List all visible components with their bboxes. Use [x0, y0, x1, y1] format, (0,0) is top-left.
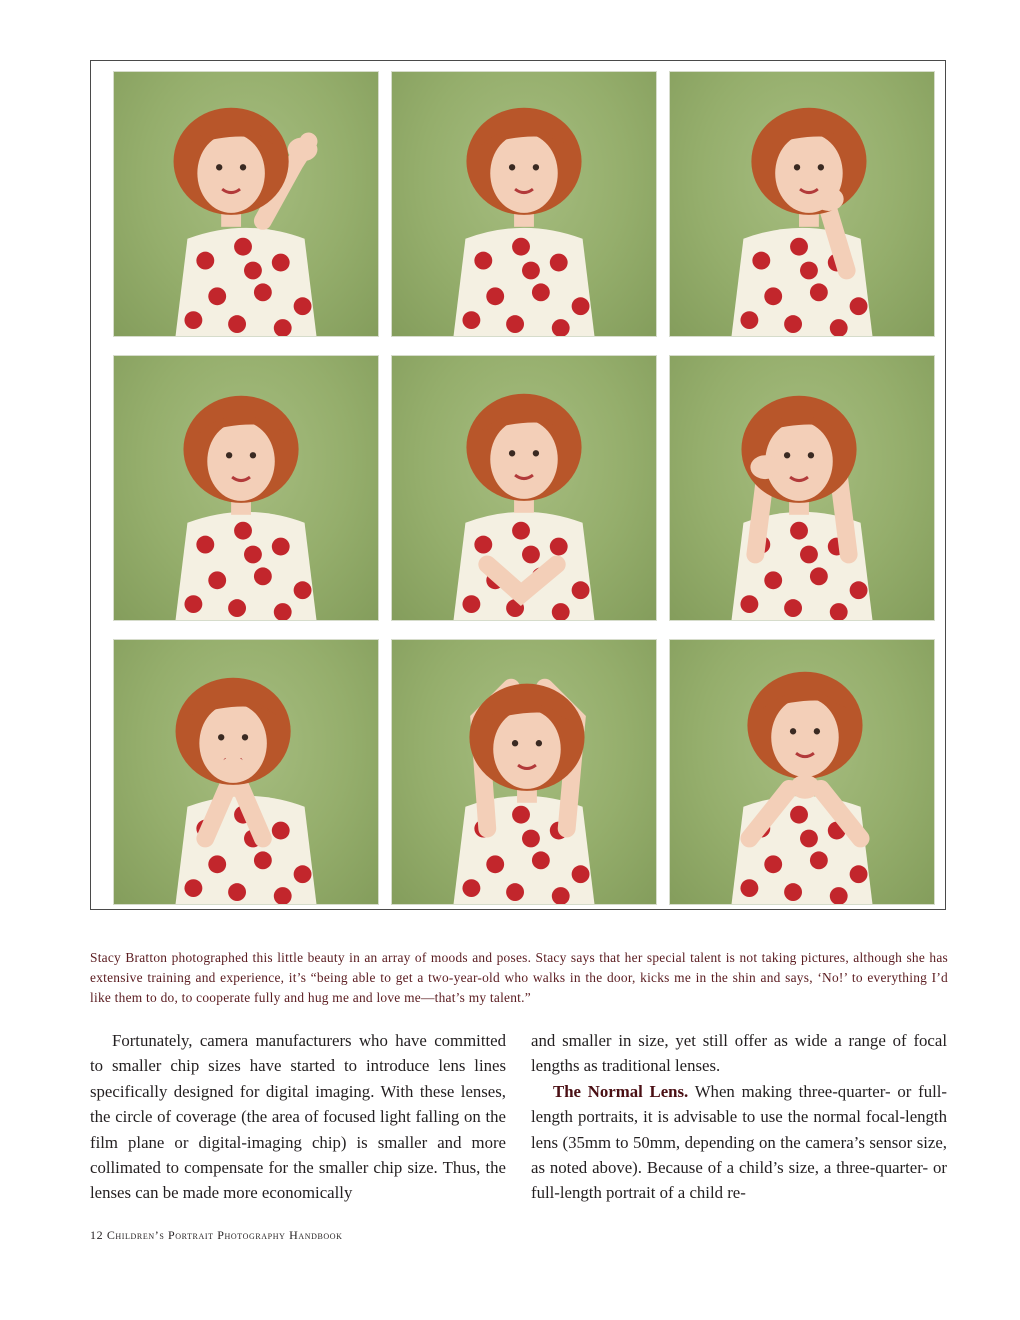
section-heading-normal-lens: The Normal Lens. [553, 1081, 689, 1101]
photo-finger-on-lip [669, 71, 935, 337]
photo-caption: Stacy Bratton photographed this little beauty in an array of moods and poses. Stacy says that her special talent is not taking pictures, although she has extensive training and experience, it’s “being able to get a two-year-old who walks in the door, kicks me in the shin and says, ‘No!’ to everything I’d like them to do, to cooperate fully and hug me and love me—that’s my talent.” [90, 950, 948, 1005]
photo-smiling [391, 71, 657, 337]
page-number: 12 [90, 1228, 104, 1242]
photo-hands-over-mouth [113, 639, 379, 905]
photo-chin-on-hands [669, 639, 935, 905]
body-paragraph: Fortunately, camera manufacturers who have committed to smaller chip sizes have started to introduce lens lines specifically designed for digital imaging. With these lenses, the circle of coverage (the area of focused light falling on the film plane or digital-imaging chip) is smaller and more collimated to compensate for the smaller chip size. Thus, the lenses can be made more economically [90, 1031, 506, 1203]
photo-hand-over-eye [113, 71, 379, 337]
normal-lens-text: When making three-quarter- or full-length portraits, it is advisable to use the normal focal-length lens (35mm to 50mm, depending on the camera’s sensor size, as noted above). Because of a child’s size, a three-quarter- or full-length portrait of a child re- [531, 1081, 948, 1203]
normal-lens-paragraph [531, 1079, 947, 1206]
photo-grid [90, 60, 946, 910]
photo-arms-up-pout [391, 639, 657, 905]
running-title: Children’s Portrait Photography Handbook [106, 1228, 343, 1242]
photo-laughing [391, 355, 657, 621]
body-column-left [90, 1028, 506, 1206]
body-column-right [531, 1028, 947, 1206]
photo-surprised [113, 355, 379, 621]
body-paragraph-continued: and smaller in size, yet still offer as wide a range of focal lengths as traditional lenses. [531, 1031, 947, 1076]
page-footer [90, 1228, 343, 1243]
photo-hands-on-cheeks [669, 355, 935, 621]
